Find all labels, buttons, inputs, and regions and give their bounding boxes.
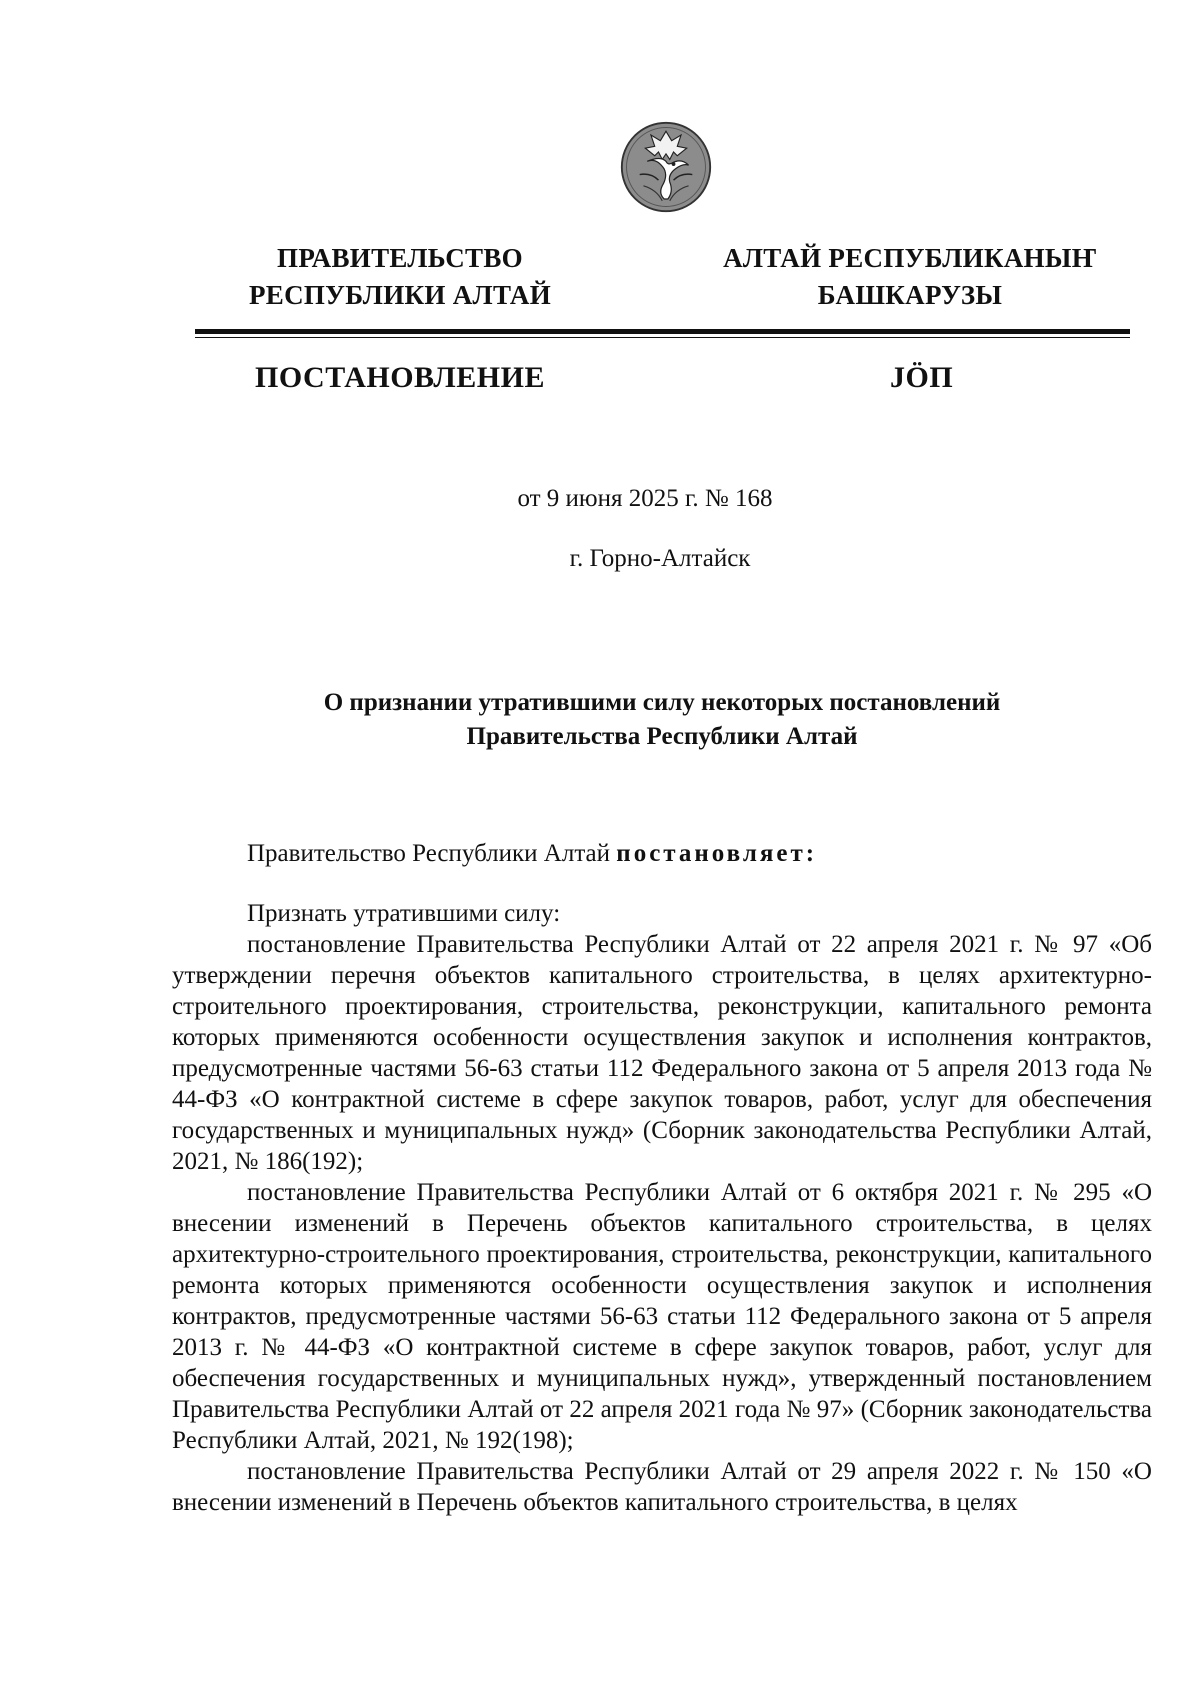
recognize-line: Признать утратившими силу: xyxy=(247,900,561,927)
list-item: постановление Правительства Республики Алтай от 22 апреля 2021 г. № 97 «Об утверждении перечня объектов капитального строительства, в целях архитектурно-строительного проектирования, строительства, реконструкции, капитального ремонта которых применяются особенности осуществления закупок и исполнения контрактов, предусмотренные частями 56-63 статьи 112 Федерального закона от 5 апреля 2013 года № 44-ФЗ «О контрактной системе в сфере закупок товаров, работ, услуг для обеспечения государственных и муниципальных нужд» (Сборник законодательства Республики Алтай, 2021, № 186(192); xyxy=(172,931,1152,1175)
government-name-altai xyxy=(720,240,1100,314)
decree-intro xyxy=(172,838,1200,869)
header-divider-thin xyxy=(195,337,1130,338)
repealed-decrees-list xyxy=(172,929,1152,1518)
list-item: постановление Правительства Республики Алтай от 29 апреля 2022 г. № 150 «О внесении изменений в Перечень объектов капитального строительства, в целях xyxy=(172,1458,1152,1516)
header-divider-thick xyxy=(195,329,1130,334)
coat-of-arms-emblem xyxy=(619,120,713,214)
document-title xyxy=(172,686,1152,754)
document-city: г. Горно-Алтайск xyxy=(569,545,751,572)
decree-intro-verb: постановляет: xyxy=(616,840,818,867)
government-name-russian-line1: ПРАВИТЕЛЬСТВО xyxy=(277,243,523,273)
document-title-line2: Правительства Республики Алтай xyxy=(466,723,858,750)
government-name-russian xyxy=(230,240,570,314)
government-name-altai-line2: БАШКАРУЗЫ xyxy=(817,280,1003,310)
document-type-altai: JӦП xyxy=(890,361,954,394)
document-title-line1: О признании утратившими силу некоторых постановлений xyxy=(323,689,1001,716)
government-name-altai-line1: АЛТАЙ РЕСПУБЛИКАНЫҤ xyxy=(723,243,1097,273)
decree-intro-text: Правительство Республики Алтай xyxy=(247,840,617,867)
document-type-russian: ПОСТАНОВЛЕНИЕ xyxy=(255,361,545,394)
list-item: постановление Правительства Республики Алтай от 6 октября 2021 г. № 295 «О внесении изменений в Перечень объектов капитального строительства, в целях архитектурно-строительного проектирования, строительства, реконструкции, капитального ремонта которых применяются особенности осуществления закупок и исполнения контрактов, предусмотренные частями 56-63 статьи 112 Федерального закона от 5 апреля 2013 г. № 44-ФЗ «О контрактной системе в сфере закупок товаров, работ, услуг для обеспечения государственных и муниципальных нужд», утвержденный постановлением Правительства Республики Алтай от 22 апреля 2021 года № 97» (Сборник законодательства Республики Алтай, 2021, № 192(198); xyxy=(172,1179,1152,1454)
document-date-number: от 9 июня 2025 г. № 168 xyxy=(517,485,773,512)
government-name-russian-line2: РЕСПУБЛИКИ АЛТАЙ xyxy=(248,280,552,310)
